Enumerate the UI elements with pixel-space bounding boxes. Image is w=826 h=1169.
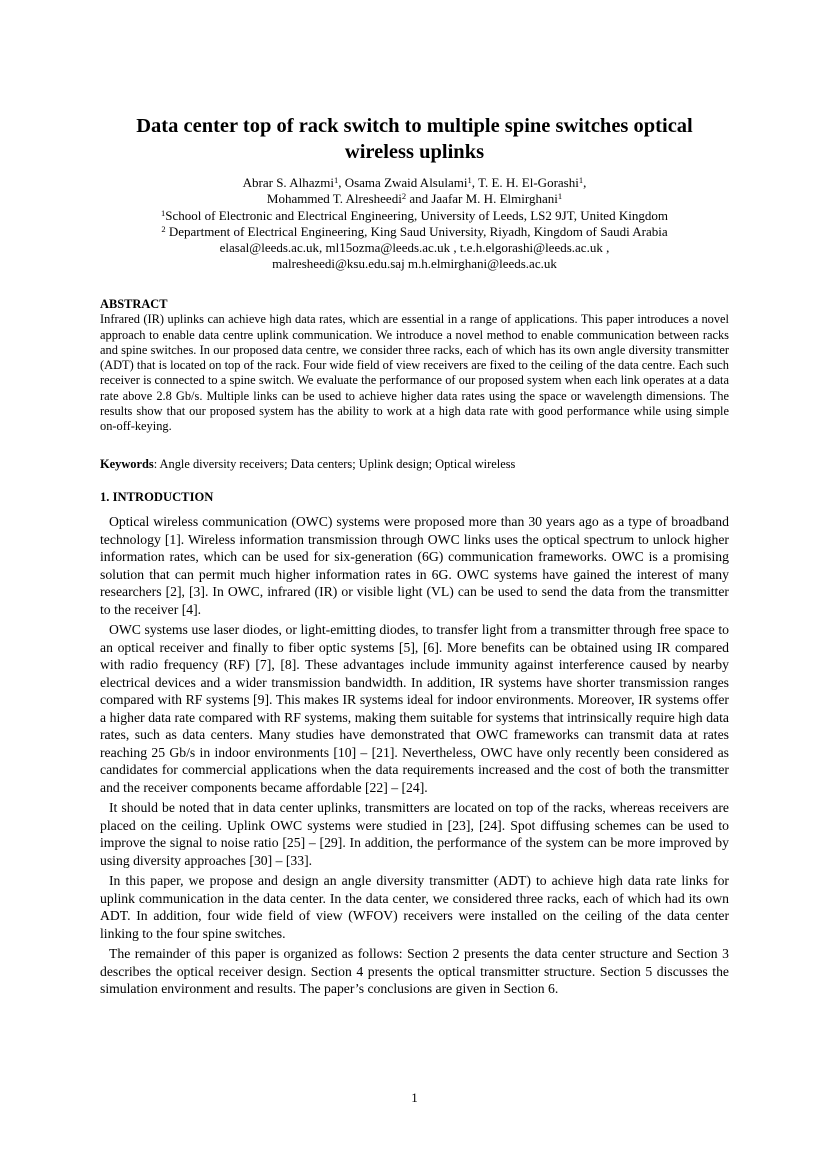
affiliation-marker: 1 — [161, 207, 166, 218]
abstract-heading: ABSTRACT — [100, 297, 168, 311]
author-line-1 — [100, 175, 729, 191]
affiliation-marker: 1 — [557, 191, 563, 202]
introduction-section — [100, 489, 729, 998]
body-paragraph: Optical wireless communication (OWC) systems were proposed more than 30 years ago as a type of broadband technology [1]. Wireless information transmission through OWC links uses the optical spectrum to unlock higher information rates, which can be used for six-generation (6G) communication frameworks. OWC is a promising solution that can permit much higher information rates in 6G. OWC systems have gained the interest of many researchers [2], [3]. In OWC, infrared (IR) or visible light (VL) can be used to send the data from the transmitter to the receiver [4]. — [100, 514, 729, 617]
author-name: , Osama Zwaid Alsulami — [338, 175, 468, 190]
affiliation-marker: 1 — [333, 175, 339, 185]
author-name: Abrar S. Alhazmi — [242, 175, 334, 190]
paper-title: Data center top of rack switch to multiple spine switches optical wireless uplinks — [136, 114, 693, 163]
author-emails-2: malresheedi@ksu.edu.saj m.h.elmirghani@leeds.ac.uk — [272, 256, 557, 272]
abstract-text: Infrared (IR) uplinks can achieve high data rates, which are essential in a range of applications. This paper introduces a novel approach to enable data centre uplink communication. We introduce a novel method to enable communication between racks and spine switches. In our proposed data centre, we consider three racks, each of which has its own angle diversity transmitter (ADT) that is located on top of the rack. Four wide field of view receivers are fixed to the ceiling of the data centre. Each such receiver is connected to a spine switch. We evaluate the performance of our proposed system when each link operates at a data rate above 2.8 Gb/s. Multiple links can be used to achieve higher data rates using the space or wavelength dimensions. The results show that our proposed system has the ability to work at a high data rate with good performance while using simple on-off-keying. — [100, 312, 729, 434]
affiliation-1 — [100, 208, 729, 224]
affiliation-text: Department of Electrical Engineering, King Saud University, Riyadh, Kingdom of Saudi Arabia — [165, 223, 668, 239]
author-name: and Jaafar M. H. Elmirghani — [406, 191, 558, 207]
author-name: , T. E. H. El-Gorashi — [471, 175, 579, 190]
affiliation-marker: 2 — [161, 223, 166, 234]
section-heading: 1. INTRODUCTION — [100, 490, 214, 504]
body-paragraph: The remainder of this paper is organized as follows: Section 2 presents the data center structure and Section 3 describes the optical receiver design. Section 4 presents the optical transmitter structure. Section 5 discusses the simulation environment and results. The paper’s conclusions are given in Section 6. — [100, 946, 729, 996]
affiliation-2 — [100, 224, 729, 240]
affiliation-marker: 1 — [467, 175, 472, 185]
affiliation-marker: 2 — [401, 191, 407, 202]
affiliation-text: School of Electronic and Electrical Engineering, University of Leeds, LS2 9JT, United Kingdom — [165, 207, 668, 223]
body-paragraph: OWC systems use laser diodes, or light-emitting diodes, to transfer light from a transmitter through free space to an optical receiver and finally to fiber optic systems [5], [6]. More benefits can be obtained using IR compared with radio frequency (RF) [7], [8]. These advantages include immunity against interference caused by nearby electrical devices and a wider transmission bandwidth. In addition, IR systems have shorter transmission ranges compared with RF systems [9]. This makes IR systems ideal for indoor environments. Moreover, IR systems offer a higher data rate compared with RF systems, making them suitable for systems that intrinsically require high data rates, such as data centers. Many studies have demonstrated that OWC frameworks can transmit data at rates reaching 25 Gb/s in indoor environments [10] – [21]. Nevertheless, OWC have only recently been considered as candidates for commercial applications when the data requirements increased and the cost of both the transmitter and the receiver components became affordable [22] – [24]. — [100, 622, 729, 795]
author-line-2 — [100, 191, 729, 207]
affiliation-marker: 1 — [578, 175, 584, 185]
body-paragraph: In this paper, we propose and design an angle diversity transmitter (ADT) to achieve high data rate links for uplink communication in the data center. In the data center, we considered three racks, each of which had its own ADT. In addition, four wide field of view (WFOV) receivers were installed on the ceiling of the data center linking to the four spine switches. — [100, 873, 729, 941]
body-paragraph: It should be noted that in data center uplinks, transmitters are located on top of the racks, whereas receivers are placed on the ceiling. Uplink OWC systems were studied in [23], [24]. Spot diffusing schemes can be used to improve the signal to noise ratio [25] – [29]. In addition, the performance of the system can be more improved by using diversity approaches [30] – [33]. — [100, 800, 729, 868]
author-name: Mohammed T. Alresheedi — [266, 191, 402, 207]
keywords-text: : Angle diversity receivers; Data centers; Uplink design; Optical wireless — [153, 457, 516, 471]
author-separator: , — [583, 175, 587, 190]
keywords-label: Keywords — [100, 457, 154, 471]
author-emails-1: elasal@leeds.ac.uk, ml15ozma@leeds.ac.uk , t.e.h.elgorashi@leeds.ac.uk , — [219, 240, 610, 256]
abstract-section — [100, 297, 729, 435]
keywords-line — [100, 457, 729, 472]
page-number: 1 — [411, 1090, 418, 1105]
author-block — [100, 175, 729, 273]
